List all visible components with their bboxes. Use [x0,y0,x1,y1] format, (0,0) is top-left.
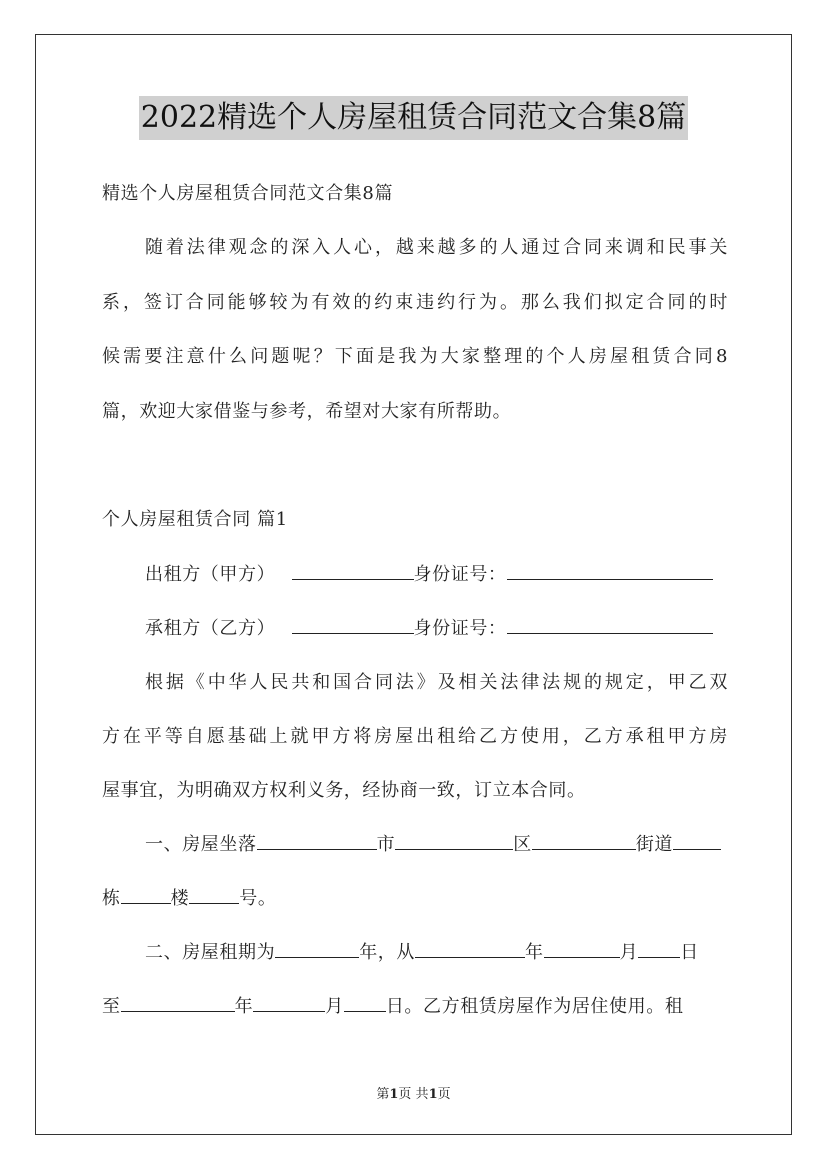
end-month-blank[interactable] [253,993,325,1012]
footer-page-suffix: 页 [437,1087,451,1102]
lessor-line [145,561,728,589]
document-title: 2022精选个人房屋租赁合同范文合集8篇 [139,96,688,140]
lessee-id-label: 身份证号： [413,618,507,639]
end-year-blank[interactable] [121,993,235,1012]
address-blank-2[interactable] [395,831,513,850]
intro-line-1: 随着法律观念的深入人心，越来越多的人通过合同来调和民事关 [145,237,728,258]
clause1-prefix: 一、房屋坐落 [145,834,257,855]
start-day-blank[interactable] [638,939,680,958]
document-title-wrap [0,96,827,140]
clause2-tail: 日。乙方租赁房屋作为居住使用。租 [385,996,684,1017]
footer-page-mid: 页 共 [398,1087,429,1102]
start-month-blank[interactable] [544,939,620,958]
document-subtitle: 精选个人房屋租赁合同范文合集8篇 [102,183,394,204]
clause1-number: 号。 [239,888,277,909]
clause1-line-2 [102,885,728,913]
clause1-city: 市 [376,834,396,855]
end-day-blank[interactable] [344,993,386,1012]
clause2-line-2 [102,993,728,1021]
intro-line-3: 候需要注意什么问题呢？下面是我为大家整理的个人房屋租赁合同8 [102,346,728,367]
page-footer [0,1083,827,1102]
clause2-m: 月 [619,942,639,963]
floor-blank[interactable] [189,885,239,904]
basis-line-2: 方在平等自愿基础上就甲方将房屋出租给乙方使用，乙方承租甲方房 [102,726,728,747]
clause2-year-from: 年，从 [359,942,416,963]
lessor-id-blank[interactable] [507,561,713,580]
address-blank-1[interactable] [257,831,377,850]
lessor-label: 出租方（甲方） [145,564,276,585]
intro-line-2: 系，签订合同能够较为有效的约束违约行为。那么我们拟定合同的时 [102,292,728,313]
address-blank-3[interactable] [532,831,636,850]
section-heading: 个人房屋租赁合同 篇1 [102,509,288,530]
clause1-building: 栋 [102,888,121,909]
address-blank-4[interactable] [673,831,721,850]
clause2-end-m: 月 [325,996,344,1017]
building-blank[interactable] [121,885,171,904]
lessee-line [145,615,728,643]
lessee-id-blank[interactable] [507,615,713,634]
clause2-prefix: 二、房屋租期为 [145,942,276,963]
lessor-name-blank[interactable] [292,561,414,580]
clause2-line-1 [145,939,728,967]
clause1-floor: 楼 [170,888,190,909]
footer-page-num: 1 [389,1087,399,1102]
clause1-line-1 [145,831,728,859]
clause1-street: 街道 [635,834,674,855]
basis-line-1: 根据《中华人民共和国合同法》及相关法律法规的规定，甲乙双 [145,672,728,693]
clause1-district: 区 [513,834,532,855]
clause2-end-y: 年 [234,996,254,1017]
lessor-id-label: 身份证号： [413,564,507,585]
lessee-name-blank[interactable] [292,615,414,634]
intro-line-4: 篇，欢迎大家借鉴与参考，希望对大家有所帮助。 [102,401,512,422]
footer-page-prefix: 第 [376,1087,390,1102]
footer-page-total: 1 [428,1087,438,1102]
clause2-y: 年 [525,942,544,963]
clause2-to: 至 [102,996,121,1017]
start-year-blank[interactable] [415,939,525,958]
clause2-d: 日 [680,942,699,963]
basis-line-3: 屋事宜，为明确双方权利义务，经协商一致，订立本合同。 [102,780,586,801]
term-years-blank[interactable] [275,939,359,958]
lessee-label: 承租方（乙方） [145,618,276,639]
